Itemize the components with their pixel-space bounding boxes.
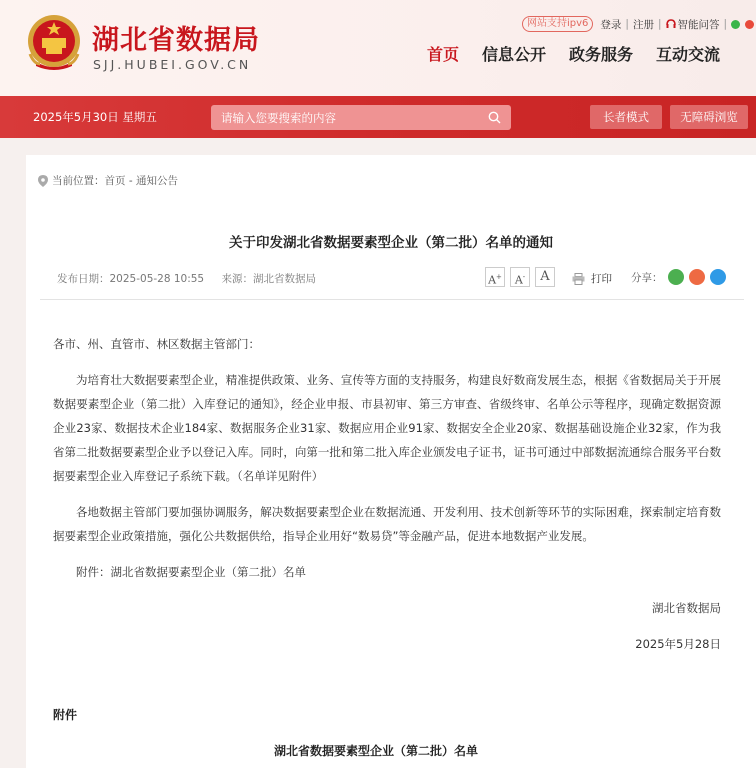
share-label: 分享： [631, 271, 663, 284]
article-body [53, 332, 721, 668]
salutation: 各市、州、直管市、林区数据主管部门： [53, 337, 260, 351]
search-input[interactable] [211, 105, 471, 130]
article-source: 来源：湖北省数据局 [221, 273, 316, 285]
font-increase-button[interactable]: A+ [485, 267, 505, 287]
article-meta [57, 271, 330, 286]
headset-icon [666, 19, 676, 29]
nav-home[interactable]: 首页 [427, 45, 460, 64]
breadcrumb-text[interactable]: 当前位置：首页 - 通知公告 [52, 175, 178, 187]
national-emblem-icon [26, 14, 82, 72]
font-size-controls [485, 267, 560, 287]
location-pin-icon [38, 175, 48, 187]
attachment-title: 湖北省数据要素型企业（第二批）名单 [273, 744, 478, 758]
nav-government-services[interactable]: 政务服务 [569, 45, 634, 64]
register-link[interactable]: 注册 [632, 18, 654, 31]
site-name[interactable]: 湖北省数据局 [92, 25, 260, 56]
font-decrease-label: A [514, 273, 523, 287]
wechat-share-icon[interactable] [668, 269, 684, 285]
font-increase-label: A [488, 273, 497, 287]
utility-bar [0, 96, 756, 138]
main-nav [427, 42, 743, 65]
weibo-share-icon[interactable] [689, 269, 705, 285]
sign-date: 2025年5月28日 [635, 637, 721, 651]
print-button[interactable] [572, 271, 612, 286]
top-links [522, 15, 756, 33]
share-bar [631, 269, 726, 285]
elder-mode-button[interactable]: 长者模式 [590, 105, 662, 129]
wechat-icon[interactable] [731, 20, 740, 29]
printer-icon [572, 273, 585, 285]
nav-info-disclosure[interactable]: 信息公开 [482, 45, 547, 64]
nav-interaction[interactable]: 互动交流 [656, 45, 721, 64]
search-box [211, 105, 511, 130]
paragraph-1: 为培育壮大数据要素型企业，精准提供政策、业务、宣传等方面的支持服务，构建良好数商发展生态，根据《省数据局关于开展数据要素型企业（第二批）入库登记的通知》，经企业申报、市县初审、第三方审查、省级终审、名单公示等程序，现确定数据资源企业23家、数据技术企业184家、数据服务企业31家、数据应用企业91家、数据安全企业20家、数据基础设施企业32家，作为我省第二批数据要素型企业予以登记入库。同时，向第一批和第二批入库企业颁发电子证书，证书可通过中部数据流通综合服务平台数据要素型企业入库登记子系统下载。（名单详见附件） [53, 373, 721, 483]
font-reset-label: A [540, 269, 550, 284]
paragraph-2: 各地数据主管部门要加强协调服务，解决数据要素型企业在数据流通、开发利用、技术创新等环节的实际困难，探索制定培育数据要素型企业政策措施，强化公共数据供给，指导企业用好“数易贷”等金融产品，促进本地数据产业发展。 [53, 505, 721, 543]
login-link[interactable]: 登录 [600, 18, 622, 31]
current-date: 2025年5月30日 星期五 [33, 110, 157, 124]
search-icon[interactable] [488, 111, 501, 124]
divider [40, 299, 744, 300]
signer: 湖北省数据局 [652, 601, 721, 615]
qq-share-icon[interactable] [710, 269, 726, 285]
separator: | [723, 18, 728, 30]
separator: | [625, 18, 629, 30]
site-header [0, 0, 756, 96]
accessible-browsing-button[interactable]: 无障碍浏览 [670, 105, 748, 129]
print-label: 打印 [591, 273, 612, 285]
site-domain: SJJ.HUBEI.GOV.CN [93, 57, 252, 72]
weibo-icon[interactable] [745, 20, 754, 29]
article-title: 关于印发湖北省数据要素型企业（第二批）名单的通知 [229, 235, 553, 251]
font-reset-button[interactable] [535, 267, 555, 287]
article-card [26, 155, 756, 768]
breadcrumb [38, 173, 178, 188]
ipv6-badge: 网站支持ipv6 [522, 16, 593, 32]
separator: | [657, 18, 662, 30]
attachment-label: 附件 [53, 708, 78, 722]
attachment-line[interactable]: 附件：湖北省数据要素型企业（第二批）名单 [76, 565, 306, 579]
font-decrease-button[interactable]: A- [510, 267, 530, 287]
publish-date: 发布日期：2025-05-28 10:55 [57, 273, 205, 285]
assistant-link[interactable]: 智能问答 [677, 18, 720, 31]
